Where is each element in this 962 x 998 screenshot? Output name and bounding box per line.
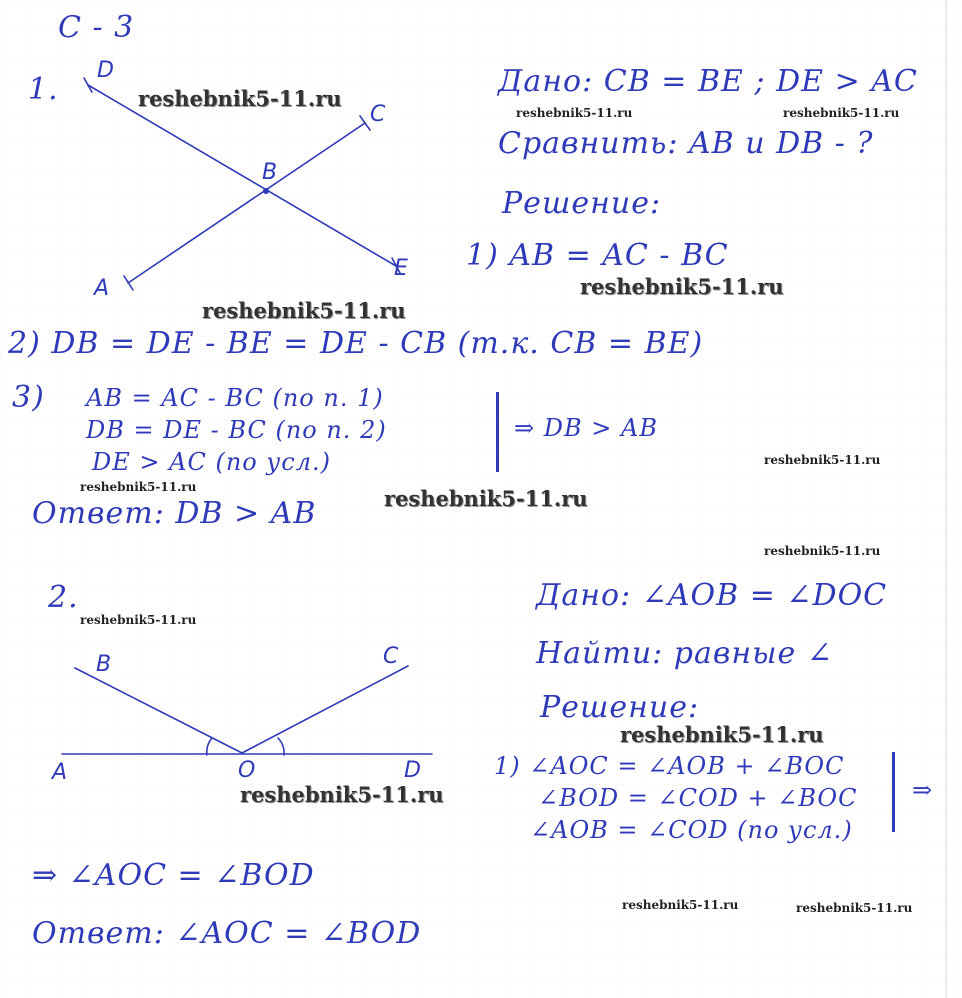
point-label-E: E (394, 256, 408, 281)
problem2-arrow: ⇒ (912, 776, 934, 804)
point-label-B2: B (96, 652, 112, 677)
problem1-figure (0, 0, 480, 320)
watermark: reshebnik5-11.ru (80, 480, 197, 494)
problem2-solution-title: Решение: (540, 690, 700, 725)
problem2-answer: Ответ: ∠AOC = ∠BOD (32, 916, 422, 951)
point-label-D: D (97, 58, 114, 83)
watermark: reshebnik5-11.ru (622, 898, 739, 912)
point-label-C: C (370, 102, 386, 127)
arc-AOB (207, 738, 212, 755)
problem1-step1: 1) AB = AC - BC (466, 238, 729, 273)
problem1-step3-number: 3) (12, 380, 45, 415)
point-label-C2: C (383, 644, 399, 669)
arc-DOC (278, 738, 284, 755)
problem1-step2: 2) DB = DE - BE = DE - CB (т.к. CB = BE) (8, 326, 704, 361)
problem2-find: Найти: равные ∠ (536, 636, 833, 671)
problem1-step3-line3: DE > AC (по усл.) (92, 448, 331, 476)
problem1-solution-title: Решение: (502, 186, 662, 221)
point-label-A: A (94, 276, 110, 301)
problem2-number: 2. (48, 580, 79, 615)
point-label-A2: A (52, 760, 68, 785)
point-label-B: B (262, 160, 278, 185)
problem1-answer: Ответ: DB > AB (32, 496, 317, 531)
point-label-D2: D (404, 758, 421, 783)
watermark: reshebnik5-11.ru (764, 453, 881, 467)
segment-DE (88, 85, 396, 266)
problem2-brace (892, 752, 895, 832)
watermark: reshebnik5-11.ru (80, 613, 197, 627)
problem1-compare: Сравнить: AB и DB - ? (498, 126, 874, 161)
watermark: reshebnik5-11.ru (796, 901, 913, 915)
watermark: reshebnik5-11.ru (138, 86, 342, 111)
problem1-step3-line1: AB = AC - BC (по п. 1) (86, 384, 384, 412)
watermark: reshebnik5-11.ru (202, 298, 406, 323)
watermark: reshebnik5-11.ru (620, 722, 824, 747)
watermark: reshebnik5-11.ru (580, 274, 784, 299)
problem1-conclusion: ⇒ DB > AB (514, 414, 658, 442)
watermark: reshebnik5-11.ru (516, 106, 633, 120)
problem1-step3-line2: DB = DE - BC (по п. 2) (86, 416, 387, 444)
watermark: reshebnik5-11.ru (783, 106, 900, 120)
ray-OC (242, 666, 408, 753)
problem2-conclusion: ⇒ ∠AOC = ∠BOD (32, 858, 315, 893)
watermark: reshebnik5-11.ru (764, 544, 881, 558)
problem1-number: 1. (28, 72, 59, 107)
point-label-O2: O (238, 758, 256, 783)
problem2-step1-line1: 1) ∠AOC = ∠AOB + ∠BOC (494, 752, 845, 780)
point-B-dot (263, 188, 269, 194)
problem2-given: Дано: ∠AOB = ∠DOC (536, 578, 888, 613)
problem1-brace (496, 392, 499, 472)
problem1-given: Дано: CB = BE ; DE > AC (498, 64, 918, 99)
watermark: reshebnik5-11.ru (384, 486, 588, 511)
problem2-step1-line3: ∠AOB = ∠COD (по усл.) (530, 816, 853, 844)
problem2-step1-line2: ∠BOD = ∠COD + ∠BOC (538, 784, 858, 812)
watermark: reshebnik5-11.ru (240, 782, 444, 807)
ray-OB (75, 668, 242, 753)
variant-label: С - 3 (58, 10, 135, 45)
segment-AC (128, 123, 365, 283)
